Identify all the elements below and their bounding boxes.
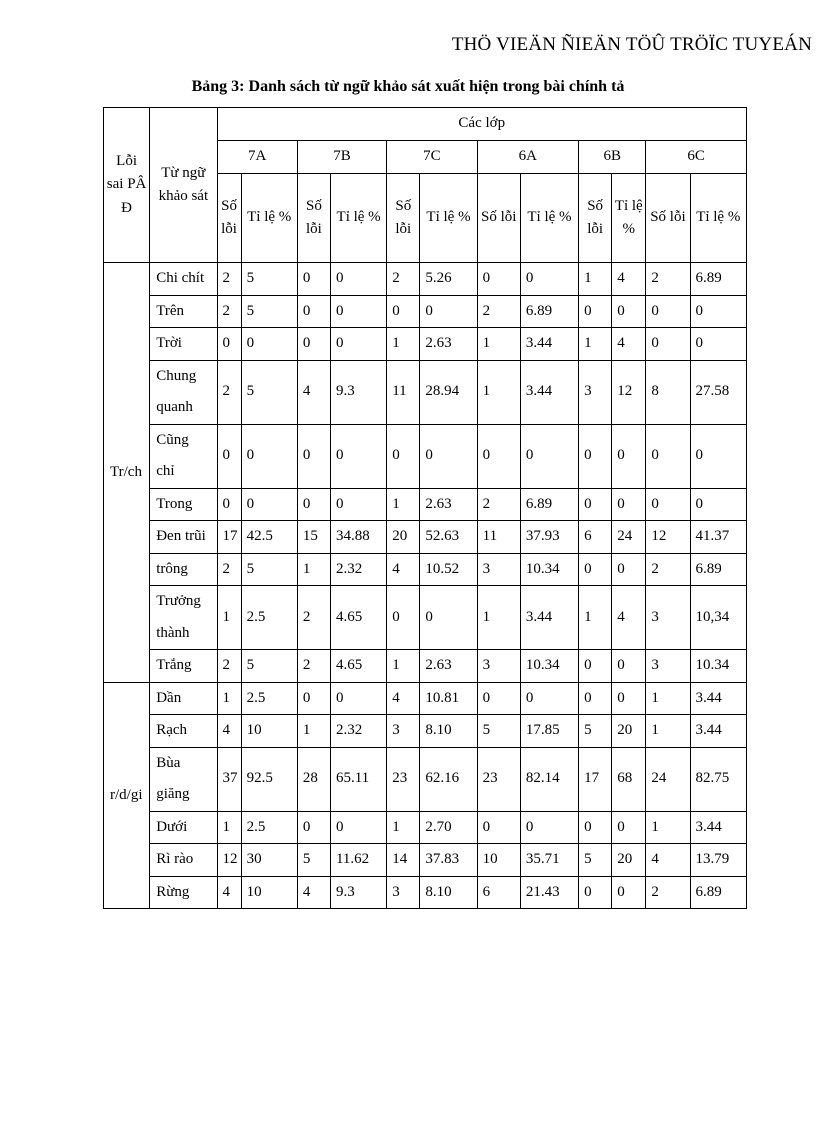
error-rate-cell: 10.34 (520, 650, 578, 683)
error-count-cell: 14 (387, 844, 420, 877)
error-count-cell: 3 (646, 586, 690, 650)
error-rate-cell: 34.88 (330, 521, 386, 554)
error-rate-cell: 6.89 (690, 263, 746, 296)
error-count-cell: 2 (217, 553, 241, 586)
survey-word: Chi chít (150, 263, 217, 296)
error-count-cell: 0 (477, 424, 520, 488)
error-rate-cell: 0 (612, 682, 646, 715)
error-count-cell: 0 (297, 424, 330, 488)
header-rate: Tỉ lệ % (520, 174, 578, 263)
header-classes: Các lớp (217, 108, 747, 141)
error-count-cell: 2 (217, 650, 241, 683)
error-rate-cell: 6.89 (520, 295, 578, 328)
error-count-cell: 24 (646, 747, 690, 811)
error-rate-cell: 0 (520, 811, 578, 844)
header-count: Số lỗi (217, 174, 241, 263)
error-rate-cell: 10.34 (520, 553, 578, 586)
error-rate-cell: 5 (241, 553, 297, 586)
error-count-cell: 0 (217, 424, 241, 488)
header-error-type: Lỗi sai PÂ Đ (104, 108, 150, 263)
error-count-cell: 15 (297, 521, 330, 554)
error-count-cell: 5 (297, 844, 330, 877)
error-rate-cell: 0 (420, 424, 477, 488)
error-count-cell: 0 (579, 295, 612, 328)
error-rate-cell: 10.81 (420, 682, 477, 715)
error-count-cell: 4 (646, 844, 690, 877)
table-row (104, 295, 747, 328)
error-rate-cell: 30 (241, 844, 297, 877)
error-rate-cell: 0 (330, 424, 386, 488)
error-count-cell: 0 (646, 488, 690, 521)
error-rate-cell: 5.26 (420, 263, 477, 296)
error-rate-cell: 0 (612, 876, 646, 909)
error-count-cell: 0 (477, 263, 520, 296)
error-rate-cell: 2.63 (420, 488, 477, 521)
survey-word: Dưới (150, 811, 217, 844)
error-count-cell: 1 (387, 328, 420, 361)
error-count-cell: 2 (217, 295, 241, 328)
error-rate-cell: 0 (330, 328, 386, 361)
survey-table (103, 107, 747, 909)
error-group-label: Tr/ch (104, 263, 150, 683)
error-rate-cell: 4.65 (330, 650, 386, 683)
table-row (104, 876, 747, 909)
error-count-cell: 0 (579, 682, 612, 715)
error-rate-cell: 0 (330, 295, 386, 328)
header-count: Số lỗi (579, 174, 612, 263)
error-count-cell: 0 (297, 811, 330, 844)
error-count-cell: 0 (297, 263, 330, 296)
error-count-cell: 23 (477, 747, 520, 811)
table-row (104, 263, 747, 296)
survey-word: Rạch (150, 715, 217, 748)
error-rate-cell: 0 (330, 811, 386, 844)
error-rate-cell: 5 (241, 295, 297, 328)
error-rate-cell: 37.83 (420, 844, 477, 877)
error-rate-cell: 0 (690, 488, 746, 521)
header-class: 6C (646, 141, 747, 174)
header-rate: Tỉ lệ % (330, 174, 386, 263)
error-count-cell: 3 (477, 553, 520, 586)
survey-word: Trên (150, 295, 217, 328)
error-count-cell: 0 (387, 424, 420, 488)
error-rate-cell: 0 (690, 424, 746, 488)
error-count-cell: 0 (579, 650, 612, 683)
header-rate: Tỉ lệ % (612, 174, 646, 263)
error-rate-cell: 8.10 (420, 715, 477, 748)
header-class: 6B (579, 141, 646, 174)
table-row (104, 747, 747, 811)
error-count-cell: 1 (217, 811, 241, 844)
error-rate-cell: 3.44 (520, 586, 578, 650)
error-rate-cell: 5 (241, 650, 297, 683)
error-rate-cell: 0 (612, 424, 646, 488)
error-rate-cell: 0 (520, 682, 578, 715)
error-rate-cell: 52.63 (420, 521, 477, 554)
survey-word: Cũng chỉ (150, 424, 217, 488)
error-count-cell: 0 (387, 295, 420, 328)
error-count-cell: 0 (646, 424, 690, 488)
error-count-cell: 2 (217, 360, 241, 424)
table-row (104, 488, 747, 521)
error-rate-cell: 3.44 (690, 715, 746, 748)
error-rate-cell: 10.52 (420, 553, 477, 586)
header-class: 6A (477, 141, 578, 174)
error-count-cell: 6 (477, 876, 520, 909)
error-count-cell: 17 (579, 747, 612, 811)
error-count-cell: 4 (217, 715, 241, 748)
error-count-cell: 11 (477, 521, 520, 554)
error-count-cell: 20 (387, 521, 420, 554)
table-row (104, 811, 747, 844)
survey-word: Trong (150, 488, 217, 521)
error-count-cell: 2 (297, 586, 330, 650)
header-row (104, 108, 747, 141)
error-rate-cell: 0 (241, 424, 297, 488)
error-rate-cell: 0 (690, 295, 746, 328)
error-count-cell: 1 (646, 682, 690, 715)
error-rate-cell: 42.5 (241, 521, 297, 554)
page-header: THÖ VIEÄN ÑIEÄN TÖÛ TRÖÏC TUYEÁN (451, 34, 812, 55)
error-count-cell: 10 (477, 844, 520, 877)
error-count-cell: 12 (646, 521, 690, 554)
error-count-cell: 3 (579, 360, 612, 424)
header-count: Số lỗi (387, 174, 420, 263)
error-rate-cell: 0 (612, 553, 646, 586)
error-count-cell: 28 (297, 747, 330, 811)
error-rate-cell: 5 (241, 263, 297, 296)
error-rate-cell: 10,34 (690, 586, 746, 650)
error-count-cell: 2 (477, 295, 520, 328)
header-class: 7A (217, 141, 297, 174)
error-rate-cell: 4.65 (330, 586, 386, 650)
error-rate-cell: 0 (520, 263, 578, 296)
error-rate-cell: 0 (241, 328, 297, 361)
header-count: Số lỗi (646, 174, 690, 263)
error-count-cell: 5 (579, 715, 612, 748)
error-rate-cell: 2.63 (420, 650, 477, 683)
error-count-cell: 2 (297, 650, 330, 683)
error-count-cell: 0 (297, 328, 330, 361)
error-rate-cell: 9.3 (330, 876, 386, 909)
survey-word: Trời (150, 328, 217, 361)
error-rate-cell: 0 (330, 263, 386, 296)
error-count-cell: 23 (387, 747, 420, 811)
error-rate-cell: 0 (612, 650, 646, 683)
error-count-cell: 1 (387, 488, 420, 521)
error-rate-cell: 4 (612, 263, 646, 296)
error-rate-cell: 21.43 (520, 876, 578, 909)
error-rate-cell: 3.44 (690, 682, 746, 715)
header-count: Số lỗi (297, 174, 330, 263)
error-count-cell: 0 (297, 295, 330, 328)
error-count-cell: 4 (387, 553, 420, 586)
survey-word: Rì rào (150, 844, 217, 877)
error-count-cell: 3 (477, 650, 520, 683)
error-group-label: r/d/gi (104, 682, 150, 909)
error-count-cell: 0 (646, 295, 690, 328)
error-rate-cell: 35.71 (520, 844, 578, 877)
survey-word: Bùa giăng (150, 747, 217, 811)
error-rate-cell: 3.44 (520, 328, 578, 361)
error-count-cell: 1 (217, 586, 241, 650)
error-count-cell: 3 (387, 876, 420, 909)
error-rate-cell: 4 (612, 586, 646, 650)
error-count-cell: 4 (217, 876, 241, 909)
survey-word: Chung quanh (150, 360, 217, 424)
error-rate-cell: 27.58 (690, 360, 746, 424)
table-row (104, 586, 747, 650)
error-rate-cell: 3.44 (520, 360, 578, 424)
error-count-cell: 11 (387, 360, 420, 424)
error-rate-cell: 6.89 (690, 553, 746, 586)
error-rate-cell: 0 (330, 488, 386, 521)
table-row (104, 521, 747, 554)
error-count-cell: 2 (646, 876, 690, 909)
header-class: 7C (387, 141, 477, 174)
error-rate-cell: 2.5 (241, 811, 297, 844)
error-rate-cell: 2.63 (420, 328, 477, 361)
error-count-cell: 2 (217, 263, 241, 296)
error-rate-cell: 10.34 (690, 650, 746, 683)
error-rate-cell: 82.14 (520, 747, 578, 811)
error-rate-cell: 17.85 (520, 715, 578, 748)
error-rate-cell: 8.10 (420, 876, 477, 909)
error-count-cell: 0 (217, 328, 241, 361)
error-count-cell: 1 (387, 650, 420, 683)
error-rate-cell: 0 (520, 424, 578, 488)
error-count-cell: 8 (646, 360, 690, 424)
error-rate-cell: 11.62 (330, 844, 386, 877)
error-rate-cell: 6.89 (690, 876, 746, 909)
error-rate-cell: 0 (330, 682, 386, 715)
error-rate-cell: 13.79 (690, 844, 746, 877)
error-rate-cell: 68 (612, 747, 646, 811)
error-count-cell: 37 (217, 747, 241, 811)
error-rate-cell: 0 (612, 488, 646, 521)
header-word: Từ ngữ khảo sát (150, 108, 217, 263)
survey-word: Đen trũi (150, 521, 217, 554)
error-count-cell: 1 (579, 586, 612, 650)
error-rate-cell: 41.37 (690, 521, 746, 554)
error-count-cell: 4 (387, 682, 420, 715)
error-count-cell: 2 (646, 263, 690, 296)
error-count-cell: 1 (646, 811, 690, 844)
table-row (104, 328, 747, 361)
error-rate-cell: 37.93 (520, 521, 578, 554)
error-rate-cell: 0 (612, 295, 646, 328)
header-rate: Tỉ lệ % (690, 174, 746, 263)
error-rate-cell: 3.44 (690, 811, 746, 844)
error-count-cell: 1 (477, 360, 520, 424)
error-rate-cell: 0 (241, 488, 297, 521)
error-rate-cell: 2.32 (330, 715, 386, 748)
error-count-cell: 3 (646, 650, 690, 683)
error-count-cell: 0 (477, 682, 520, 715)
header-count: Số lỗi (477, 174, 520, 263)
table-row (104, 715, 747, 748)
error-rate-cell: 6.89 (520, 488, 578, 521)
error-count-cell: 1 (297, 715, 330, 748)
error-rate-cell: 82.75 (690, 747, 746, 811)
error-rate-cell: 2.5 (241, 682, 297, 715)
survey-word: Trưởng thành (150, 586, 217, 650)
survey-word: Dần (150, 682, 217, 715)
error-count-cell: 17 (217, 521, 241, 554)
error-count-cell: 1 (579, 263, 612, 296)
error-count-cell: 0 (387, 586, 420, 650)
error-count-cell: 1 (297, 553, 330, 586)
error-rate-cell: 2.5 (241, 586, 297, 650)
error-rate-cell: 65.11 (330, 747, 386, 811)
error-count-cell: 0 (297, 682, 330, 715)
error-count-cell: 1 (646, 715, 690, 748)
error-count-cell: 2 (387, 263, 420, 296)
error-count-cell: 12 (217, 844, 241, 877)
error-rate-cell: 24 (612, 521, 646, 554)
error-count-cell: 0 (579, 811, 612, 844)
error-count-cell: 0 (579, 424, 612, 488)
table-row (104, 682, 747, 715)
error-rate-cell: 92.5 (241, 747, 297, 811)
error-count-cell: 5 (477, 715, 520, 748)
error-rate-cell: 62.16 (420, 747, 477, 811)
error-rate-cell: 20 (612, 715, 646, 748)
error-count-cell: 0 (579, 553, 612, 586)
error-rate-cell: 9.3 (330, 360, 386, 424)
error-count-cell: 1 (579, 328, 612, 361)
error-rate-cell: 10 (241, 715, 297, 748)
error-count-cell: 0 (297, 488, 330, 521)
error-rate-cell: 5 (241, 360, 297, 424)
header-rate: Tỉ lệ % (241, 174, 297, 263)
table-row (104, 844, 747, 877)
error-rate-cell: 28.94 (420, 360, 477, 424)
table-row (104, 650, 747, 683)
error-count-cell: 2 (646, 553, 690, 586)
error-count-cell: 5 (579, 844, 612, 877)
survey-word: Rừng (150, 876, 217, 909)
error-count-cell: 0 (217, 488, 241, 521)
error-count-cell: 4 (297, 360, 330, 424)
error-rate-cell: 2.70 (420, 811, 477, 844)
error-count-cell: 1 (477, 586, 520, 650)
error-count-cell: 0 (579, 876, 612, 909)
table-row (104, 360, 747, 424)
error-count-cell: 0 (579, 488, 612, 521)
error-rate-cell: 12 (612, 360, 646, 424)
error-count-cell: 0 (646, 328, 690, 361)
error-rate-cell: 10 (241, 876, 297, 909)
error-count-cell: 1 (387, 811, 420, 844)
error-rate-cell: 20 (612, 844, 646, 877)
error-rate-cell: 0 (690, 328, 746, 361)
table-title: Bảng 3: Danh sách từ ngữ khảo sát xuất hiện trong bài chính tả (191, 78, 625, 95)
error-count-cell: 1 (217, 682, 241, 715)
error-count-cell: 3 (387, 715, 420, 748)
error-count-cell: 6 (579, 521, 612, 554)
error-rate-cell: 4 (612, 328, 646, 361)
survey-word: trông (150, 553, 217, 586)
error-rate-cell: 0 (612, 811, 646, 844)
error-count-cell: 1 (477, 328, 520, 361)
error-rate-cell: 0 (420, 295, 477, 328)
error-count-cell: 4 (297, 876, 330, 909)
error-count-cell: 2 (477, 488, 520, 521)
error-rate-cell: 2.32 (330, 553, 386, 586)
header-rate: Tỉ lệ % (420, 174, 477, 263)
error-rate-cell: 0 (420, 586, 477, 650)
survey-word: Trắng (150, 650, 217, 683)
table-row (104, 553, 747, 586)
header-class: 7B (297, 141, 386, 174)
table-row (104, 424, 747, 488)
error-count-cell: 0 (477, 811, 520, 844)
